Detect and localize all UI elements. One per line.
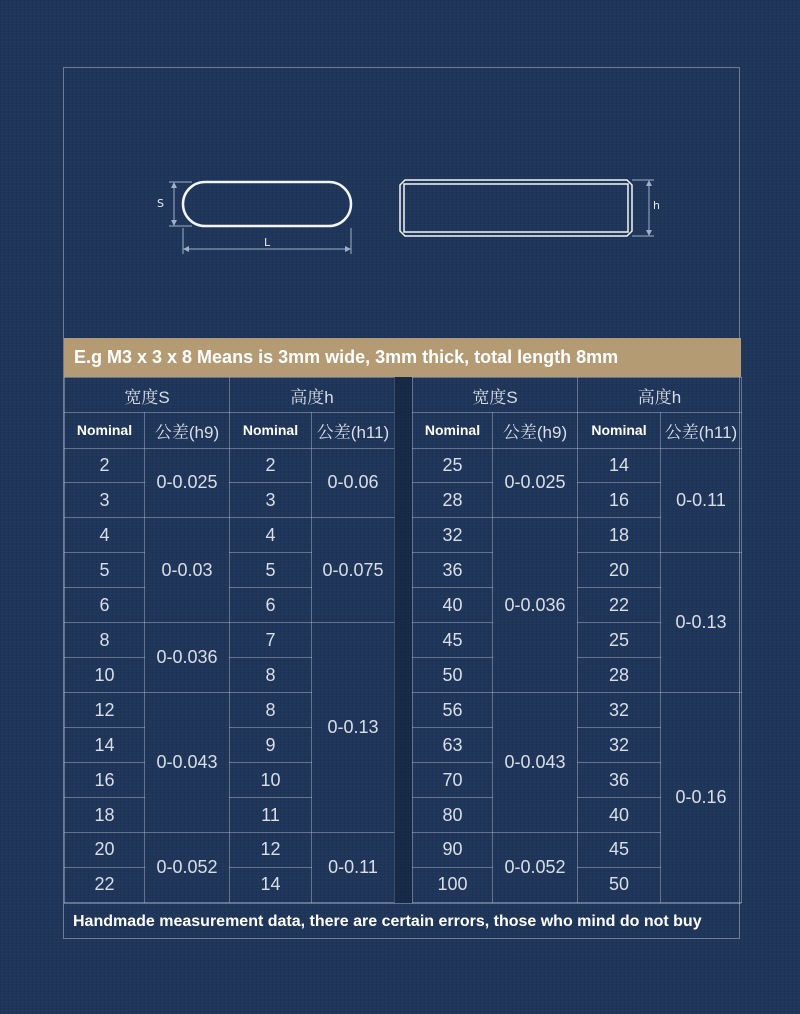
width-nominal-cell: 80: [413, 798, 493, 833]
height-nominal-cell: 14: [230, 867, 312, 902]
width-tolerance-cell: 0-0.025: [493, 448, 578, 518]
height-nominal-cell: 50: [578, 867, 661, 902]
width-tolerance-cell: 0-0.052: [145, 833, 230, 903]
height-nominal-cell: 40: [578, 798, 661, 833]
spec-sheet: [63, 67, 740, 939]
width-nominal-cell: 70: [413, 763, 493, 798]
height-nominal-cell: 25: [578, 623, 661, 658]
height-nominal-cell: 20: [578, 553, 661, 588]
height-nominal-cell: 14: [578, 448, 661, 483]
height-tolerance-cell: 0-0.16: [661, 693, 742, 903]
width-nominal-cell: 3: [65, 483, 145, 518]
height-nominal-cell: 10: [230, 763, 312, 798]
height-nominal-cell: 11: [230, 798, 312, 833]
h-label: h: [653, 199, 660, 212]
height-nominal-cell: 5: [230, 553, 312, 588]
width-tolerance-header: 公差(h9): [145, 413, 230, 448]
height-nominal-cell: 16: [578, 483, 661, 518]
width-nominal-cell: 20: [65, 833, 145, 868]
width-nominal-cell: 8: [65, 623, 145, 658]
height-nominal-header: Nominal: [578, 413, 661, 448]
width-nominal-cell: 63: [413, 728, 493, 763]
height-nominal-cell: 32: [578, 728, 661, 763]
table-divider: [394, 377, 412, 903]
height-nominal-cell: 18: [578, 518, 661, 553]
width-nominal-cell: 45: [413, 623, 493, 658]
width-nominal-cell: 90: [413, 833, 493, 868]
height-nominal-cell: 6: [230, 588, 312, 623]
width-group-header: 宽度S: [413, 378, 578, 413]
height-tolerance-cell: 0-0.075: [312, 518, 395, 623]
height-nominal-cell: 28: [578, 658, 661, 693]
height-nominal-cell: 8: [230, 658, 312, 693]
width-nominal-cell: 40: [413, 588, 493, 623]
height-nominal-cell: 3: [230, 483, 312, 518]
width-nominal-header: Nominal: [413, 413, 493, 448]
width-tolerance-cell: 0-0.052: [493, 833, 578, 903]
l-label: L: [264, 236, 271, 249]
width-tolerance-cell: 0-0.036: [145, 623, 230, 693]
width-nominal-cell: 16: [65, 763, 145, 798]
width-nominal-cell: 50: [413, 658, 493, 693]
width-nominal-cell: 28: [413, 483, 493, 518]
width-nominal-cell: 56: [413, 693, 493, 728]
width-nominal-cell: 5: [65, 553, 145, 588]
width-nominal-header: Nominal: [65, 413, 145, 448]
height-nominal-cell: 45: [578, 833, 661, 868]
width-tolerance-cell: 0-0.03: [145, 518, 230, 623]
height-tolerance-header: 公差(h11): [312, 413, 395, 448]
width-group-header: 宽度S: [65, 378, 230, 413]
width-tolerance-header: 公差(h9): [493, 413, 578, 448]
rounded-key-outline: [183, 182, 351, 226]
width-tolerance-cell: 0-0.025: [145, 448, 230, 518]
width-nominal-cell: 22: [65, 867, 145, 902]
width-nominal-cell: 18: [65, 798, 145, 833]
key-dimension-diagram: [64, 68, 741, 338]
height-nominal-cell: 32: [578, 693, 661, 728]
height-tolerance-cell: 0-0.11: [312, 833, 395, 903]
width-tolerance-cell: 0-0.043: [145, 693, 230, 833]
size-tables: [64, 377, 741, 903]
width-nominal-cell: 14: [65, 728, 145, 763]
width-nominal-cell: 100: [413, 867, 493, 902]
width-nominal-cell: 32: [413, 518, 493, 553]
height-nominal-cell: 12: [230, 833, 312, 868]
example-banner: E.g M3 x 3 x 8 Means is 3mm wide, 3mm thick, total length 8mm: [64, 338, 741, 377]
key-drawing: [64, 68, 741, 338]
width-nominal-cell: 2: [65, 448, 145, 483]
height-nominal-cell: 2: [230, 448, 312, 483]
width-nominal-cell: 6: [65, 588, 145, 623]
height-nominal-cell: 22: [578, 588, 661, 623]
width-tolerance-cell: 0-0.043: [493, 693, 578, 833]
height-tolerance-cell: 0-0.11: [661, 448, 742, 553]
width-tolerance-cell: 0-0.036: [493, 518, 578, 693]
height-tolerance-cell: 0-0.06: [312, 448, 395, 518]
height-nominal-header: Nominal: [230, 413, 312, 448]
square-key-outline: [400, 180, 632, 236]
height-nominal-cell: 36: [578, 763, 661, 798]
size-table-right: [412, 377, 741, 903]
width-nominal-cell: 12: [65, 693, 145, 728]
height-group-header: 高度h: [578, 378, 742, 413]
height-group-header: 高度h: [230, 378, 395, 413]
height-tolerance-cell: 0-0.13: [312, 623, 395, 833]
size-table-left: [64, 377, 394, 903]
height-tolerance-header: 公差(h11): [661, 413, 742, 448]
height-tolerance-cell: 0-0.13: [661, 553, 742, 693]
disclaimer-footer: Handmade measurement data, there are certain errors, those who mind do not buy: [64, 903, 741, 940]
width-nominal-cell: 10: [65, 658, 145, 693]
width-nominal-cell: 4: [65, 518, 145, 553]
height-nominal-cell: 7: [230, 623, 312, 658]
height-nominal-cell: 8: [230, 693, 312, 728]
height-nominal-cell: 9: [230, 728, 312, 763]
width-nominal-cell: 36: [413, 553, 493, 588]
width-nominal-cell: 25: [413, 448, 493, 483]
s-label: S: [157, 197, 164, 210]
height-nominal-cell: 4: [230, 518, 312, 553]
